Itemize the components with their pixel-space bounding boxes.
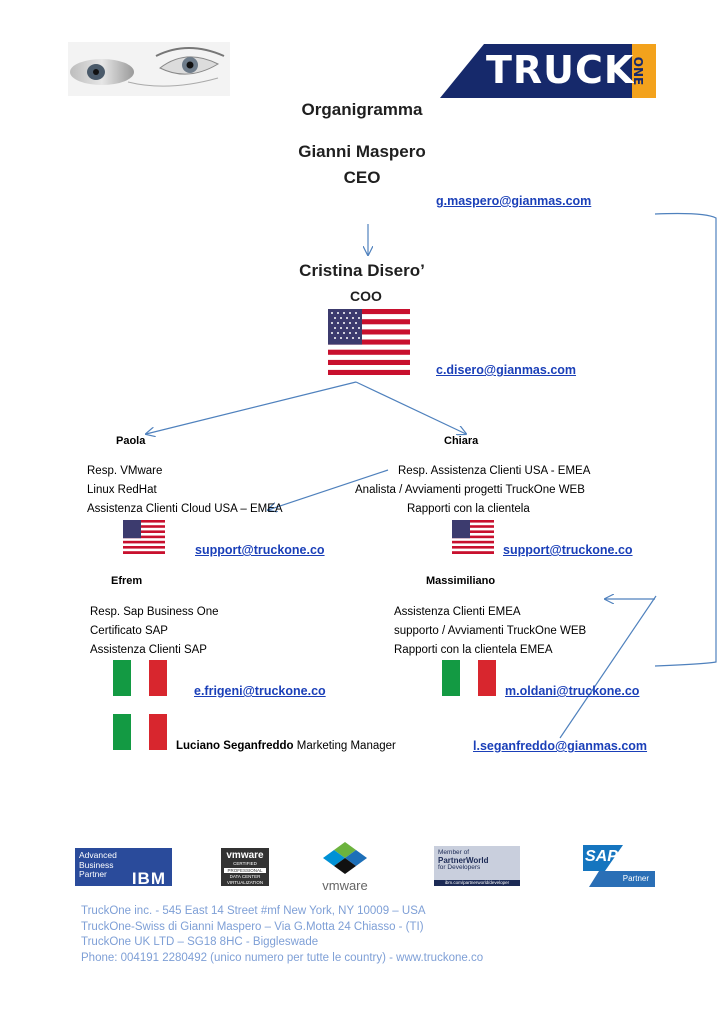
side-bracket-line [655, 214, 716, 667]
truckone-logo [440, 44, 656, 98]
chiara-duty-3: Rapporti con la clientela [407, 503, 530, 515]
footer-line-phone: Phone: 004191 2280492 (unico numero per tutte le country) - www.truckone.co [81, 951, 484, 964]
paola-email-link[interactable]: support@truckone.co [195, 543, 325, 557]
ibm-abp-mark: IBM [131, 868, 166, 888]
efrem-email-link[interactable]: e.frigeni@truckone.co [194, 684, 326, 698]
ibm-advanced-partner-logo [75, 848, 172, 886]
massimiliano-duty-3: Rapporti con la clientela EMEA [394, 644, 553, 656]
vmw-cert-line-1: CERTIFIED [233, 861, 257, 866]
vmw-cert-line-4: VIRTUALIZATION [226, 879, 264, 885]
chiara-name: Chiara [444, 435, 479, 447]
vmware-certified-logo [221, 848, 269, 886]
paola-duty-2: Linux RedHat [87, 484, 157, 496]
italy-flag-luciano [113, 714, 167, 750]
footer-line-swiss: TruckOne-Swiss di Gianni Maspero – Via G.Motta 24 Chiasso - (TI) [81, 920, 424, 933]
vmware-wordmark: vmware [322, 878, 368, 893]
massimiliano-name: Massimiliano [426, 575, 496, 587]
efrem-duty-1: Resp. Sap Business One [90, 606, 219, 618]
luciano-name: Luciano Seganfreddo [176, 740, 294, 752]
page-title: Organigramma [301, 100, 423, 119]
coo-role: COO [350, 288, 382, 304]
efrem-duty-2: Certificato SAP [90, 625, 168, 637]
ibm-abp-line-1: Advanced [79, 850, 117, 860]
ceo-role: CEO [343, 168, 381, 187]
truckone-logo-sub: ONE [631, 56, 646, 86]
footer-line-uk: TruckOne UK LTD – SG18 8HC - Biggleswade [81, 936, 319, 948]
ibm-abp-line-3: Partner [79, 869, 107, 879]
luciano-role: Marketing Manager [296, 740, 396, 752]
coo-to-paola-arrow [146, 382, 356, 434]
pw-line-2: PartnerWorld [438, 855, 489, 865]
vmw-cert-line-2: PROFESSIONAL [224, 868, 266, 874]
sap-wordmark: SAP [585, 848, 618, 865]
pw-line-3: for Developers [438, 864, 481, 871]
efrem-duty-3: Assistenza Clienti SAP [90, 644, 207, 656]
massimiliano-duty-1: Assistenza Clienti EMEA [394, 606, 521, 618]
footer-line-usa: TruckOne inc. - 545 East 14 Street #mf New York, NY 10009 – USA [81, 905, 426, 917]
truckone-logo-text: TRUCK [486, 48, 635, 92]
chiara-duty-1: Resp. Assistenza Clienti USA - EMEA [398, 465, 591, 477]
italy-flag-massimiliano [442, 660, 496, 696]
coo-email-link[interactable]: c.disero@gianmas.com [436, 363, 577, 377]
us-flag-paola [123, 520, 165, 554]
us-flag-chiara [452, 520, 494, 554]
italy-flag-efrem [113, 660, 167, 696]
us-flag-coo [328, 309, 410, 375]
coo-name: Cristina Disero’ [299, 261, 425, 280]
vmware-logo [316, 842, 374, 893]
paola-name: Paola [116, 435, 146, 447]
chiara-duty-2: Analista / Avviamenti progetti TruckOne WEB [355, 484, 585, 496]
eye-logo [68, 42, 230, 96]
paola-duty-3: Assistenza Clienti Cloud USA – EMEA [87, 503, 283, 515]
vmw-cert-line-3: DATA CENTER [229, 874, 261, 879]
chiara-email-link[interactable]: support@truckone.co [503, 543, 633, 557]
sap-partner-word: Partner [622, 874, 649, 883]
massimiliano-to-luciano-line [560, 596, 656, 738]
massimiliano-duty-2: supporto / Avviamenti TruckOne WEB [394, 625, 587, 637]
massimiliano-email-link[interactable]: m.oldani@truckone.co [505, 684, 640, 698]
ceo-name: Gianni Maspero [298, 142, 426, 161]
luciano-email-link[interactable]: l.seganfreddo@gianmas.com [473, 739, 648, 753]
luciano-entry [176, 737, 396, 756]
vmw-cert-brand: vmware [226, 850, 264, 861]
footer-address [81, 904, 483, 966]
efrem-name: Efrem [111, 575, 143, 587]
coo-to-chiara-arrow [356, 382, 466, 434]
pw-line-1: Member of [438, 849, 470, 856]
pw-url: ibm.com/partnerworld/developer [434, 880, 520, 886]
paola-duty-1: Resp. VMware [87, 465, 163, 477]
ibm-partnerworld-logo [434, 846, 520, 886]
ceo-email-link[interactable]: g.maspero@gianmas.com [436, 194, 592, 208]
sap-partner-logo [583, 845, 655, 887]
ibm-abp-line-2: Business [79, 859, 114, 870]
